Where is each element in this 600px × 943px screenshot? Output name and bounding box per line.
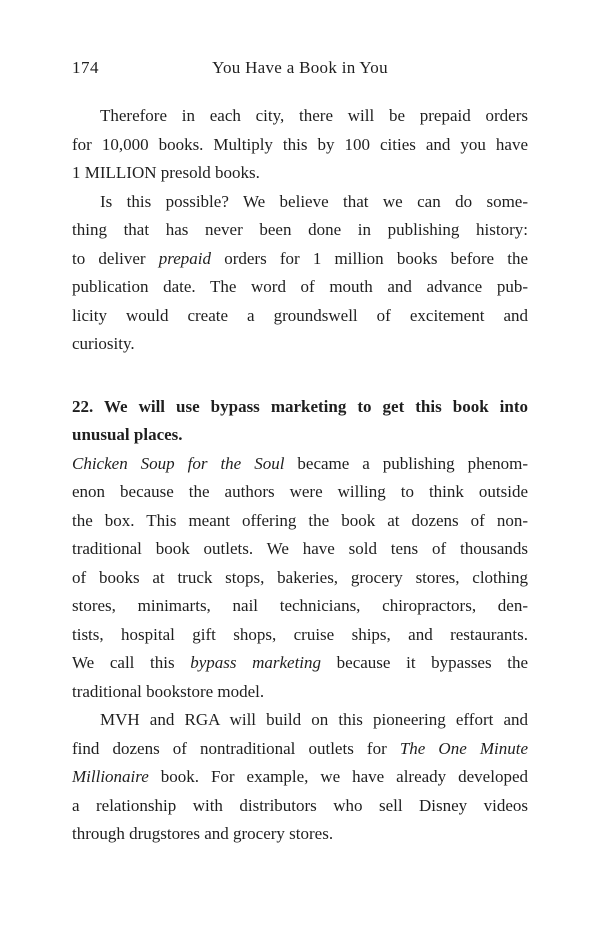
text-segment: traditional bookstore model. (72, 681, 265, 701)
text-segment: licity would create a groundswell of excitement and (72, 305, 528, 325)
text-segment: MVH and RGA will build on this pioneering effort and (100, 710, 528, 729)
text-line (72, 188, 528, 217)
text-line (72, 535, 528, 564)
text-segment: the box. This meant offering the book at dozens of non- (72, 510, 528, 530)
text-segment: Therefore in each city, there will be prepaid orders (100, 106, 528, 125)
text-line (72, 478, 528, 507)
italic-text: Millionaire (72, 767, 149, 786)
text-segment: We call this (72, 653, 191, 672)
text-segment: enon because the authors were willing to think outside (72, 482, 528, 501)
text-segment: of books at truck stops, bakeries, grocery stores, clothing (72, 567, 528, 587)
text-line (72, 592, 528, 621)
text-segment: curiosity. (72, 334, 135, 353)
text-segment: unusual places. (72, 425, 183, 444)
text-line (72, 678, 528, 707)
text-segment: tists, hospital gift shops, cruise ships, and restaurants. (72, 624, 528, 644)
text-segment: publication date. The word of mouth and advance pub- (72, 277, 528, 296)
text-segment: 22. We will use bypass marketing to get this book into (72, 396, 528, 416)
text-segment: through drugstores and grocery stores. (72, 824, 334, 843)
text-line (72, 302, 528, 331)
page-content (72, 102, 528, 849)
text-line (72, 649, 528, 678)
text-line (72, 421, 528, 450)
text-segment: 1 MILLION presold books. (72, 163, 260, 182)
italic-text: Chicken Soup for the Soul (72, 453, 285, 473)
text-line (72, 330, 528, 359)
text-line (72, 564, 528, 593)
text-line (72, 393, 528, 422)
text-segment: orders for 1 million books before the (211, 248, 529, 268)
text-segment: find dozens of nontraditional outlets for (72, 738, 400, 758)
text-line (72, 621, 528, 650)
italic-text: The One Minute (399, 738, 528, 758)
text-line (72, 706, 528, 735)
text-segment: stores, minimarts, nail technicians, chiropractors, den- (72, 596, 528, 615)
italic-text: bypass marketing (190, 653, 322, 672)
paragraph (72, 102, 528, 188)
text-line (72, 159, 528, 188)
page-header (72, 56, 528, 80)
text-segment: to deliver (72, 248, 159, 268)
text-segment: because it bypasses the (321, 653, 528, 672)
text-line (72, 131, 528, 160)
page-number: 174 (72, 58, 99, 77)
text-segment: a relationship with distributors who sell Disney videos (72, 795, 528, 815)
text-line (72, 273, 528, 302)
paragraph (72, 188, 528, 359)
text-line (72, 450, 528, 479)
text-line (72, 216, 528, 245)
text-line (72, 735, 528, 764)
text-line (72, 102, 528, 131)
running-title: You Have a Book in You (212, 58, 388, 77)
text-line (72, 820, 528, 849)
text-line (72, 507, 528, 536)
text-segment: Is this possible? We believe that we can do some- (100, 191, 528, 211)
text-segment: became a publishing phenom- (284, 453, 529, 473)
paragraph (72, 450, 528, 707)
text-line (72, 245, 528, 274)
text-segment: traditional book outlets. We have sold tens of thousands (72, 539, 528, 558)
italic-text: prepaid (158, 248, 212, 268)
section-heading (72, 393, 528, 450)
text-segment: thing that has never been done in publishing history: (72, 220, 528, 239)
text-line (72, 763, 528, 792)
text-segment: book. For example, we have already developed (148, 767, 528, 786)
text-segment: for 10,000 books. Multiply this by 100 cities and you have (72, 134, 528, 154)
text-line (72, 792, 528, 821)
paragraph (72, 706, 528, 849)
